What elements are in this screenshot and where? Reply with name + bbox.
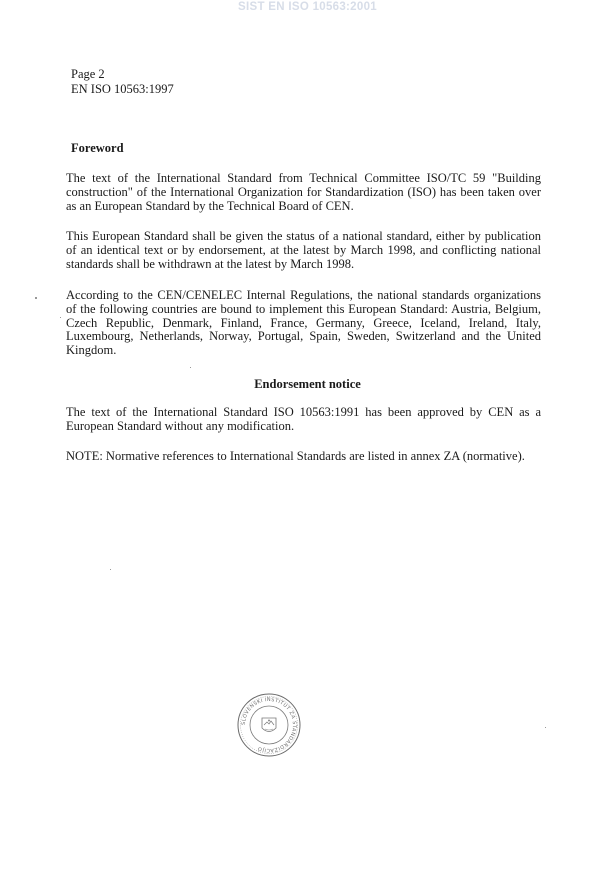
endorsement-text: The text of the International Standard ISO 10563:1991 has been approved by CEN as a European Standard without any modification. [66,405,541,433]
watermark: SIST EN ISO 10563:2001 [238,1,377,13]
scan-speck [190,367,191,368]
endorsement-heading: Endorsement notice [254,377,361,391]
page-header [71,67,174,96]
scan-speck [110,569,111,570]
seal-ring-text: SLOVENSKI INSTITUT ZA STANDARDIZACIJO [240,696,298,754]
official-seal-icon [236,692,302,758]
foreword-heading: Foreword [71,141,124,155]
scan-speck [60,317,61,318]
scan-speck [545,727,546,728]
page-number: Page 2 [71,67,105,81]
document-id: EN ISO 10563:1997 [71,81,174,96]
normative-note: NOTE: Normative references to International Standards are listed in annex ZA (normative). [66,449,525,463]
foreword-paragraph-2: This European Standard shall be given the status of a national standard, either by publication of an identical text or by endorsement, at the latest by March 1998, and conflicting national standards shall be withdrawn at the latest by March 1998. [66,229,541,271]
svg-text:SLOVENSKI INSTITUT ZA STANDARD [241,697,297,753]
scan-speck [35,297,37,299]
foreword-paragraph-1: The text of the International Standard from Technical Committee ISO/TC 59 "Building construction" of the International Organization for Standardization (ISO) has been taken over as an European Standard by the Technical Board of CEN. [66,171,541,213]
foreword-paragraph-3: According to the CEN/CENELEC Internal Regulations, the national standards organizations of the following countries are bound to implement this European Standard: Austria, Belgium, Czech Republic, Denmark, Finland, France, Germany, Greece, Iceland, Ireland, Italy, Luxembourg, Netherlands, Norway, Portugal, Spain, Sweden, Switzerland and the United Kingdom. [66,288,541,358]
